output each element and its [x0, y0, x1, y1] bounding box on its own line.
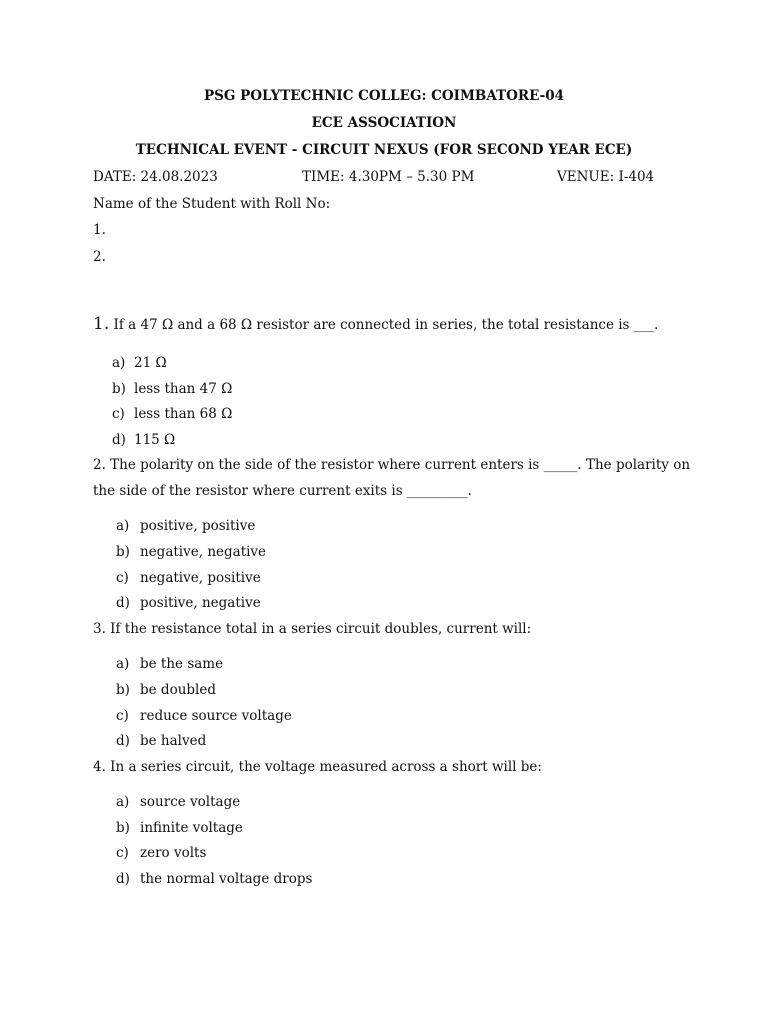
option-1d — [112, 432, 175, 448]
option-text: positive, negative — [140, 595, 261, 611]
option-text: reduce source voltage — [140, 708, 292, 724]
option-text: be halved — [140, 733, 207, 749]
option-letter: a) — [116, 656, 130, 672]
date-text: DATE: 24.08.2023 — [93, 169, 218, 185]
event-title: TECHNICAL EVENT - CIRCUIT NEXUS (FOR SECOND YEAR ECE) — [135, 142, 633, 158]
option-letter: b) — [116, 820, 130, 836]
option-text: negative, negative — [140, 544, 267, 560]
option-letter: a) — [116, 794, 130, 810]
option-letter: b) — [112, 381, 126, 397]
option-letter: c) — [116, 708, 129, 724]
option-text: source voltage — [140, 794, 241, 810]
option-text: negative, positive — [140, 570, 261, 586]
option-2b — [116, 544, 266, 560]
option-2a — [116, 518, 255, 534]
option-letter: d) — [112, 432, 126, 448]
option-1b — [112, 381, 232, 397]
option-4d — [116, 871, 312, 887]
option-3b — [116, 682, 216, 698]
option-3c — [116, 708, 292, 724]
option-letter: d) — [116, 595, 130, 611]
association-title: ECE ASSOCIATION — [311, 115, 457, 131]
option-text: the normal voltage drops — [140, 871, 313, 887]
student-line-1: 1. — [93, 222, 106, 238]
option-letter: d) — [116, 733, 130, 749]
student-line-2: 2. — [93, 249, 106, 265]
question-2-line-1: 2. The polarity on the side of the resistor where current enters is _____. The polarity on — [93, 457, 691, 473]
option-letter: d) — [116, 871, 130, 887]
option-4c — [116, 845, 206, 861]
question-number: 1. — [93, 314, 110, 334]
option-3a — [116, 656, 223, 672]
student-label: Name of the Student with Roll No: — [93, 196, 331, 212]
option-text: zero volts — [140, 845, 207, 861]
option-text: 21 Ω — [134, 355, 167, 371]
option-1a — [112, 355, 167, 371]
option-letter: c) — [112, 406, 125, 422]
option-text: 115 Ω — [134, 432, 176, 448]
option-letter: b) — [116, 682, 130, 698]
question-2-line-2: the side of the resistor where current exits is _________. — [93, 483, 472, 499]
option-letter: a) — [116, 518, 130, 534]
option-3d — [116, 733, 206, 749]
venue-text: VENUE: I-404 — [557, 169, 655, 185]
option-letter: b) — [116, 544, 130, 560]
option-letter: c) — [116, 570, 129, 586]
time-text: TIME: 4.30PM – 5.30 PM — [302, 169, 475, 185]
question-3: 3. If the resistance total in a series circuit doubles, current will: — [93, 621, 532, 637]
option-text: be doubled — [140, 682, 216, 698]
question-1 — [93, 314, 658, 334]
option-text: less than 47 Ω — [134, 381, 233, 397]
option-2c — [116, 570, 261, 586]
college-title: PSG POLYTECHNIC COLLEG: COIMBATORE-04 — [203, 88, 565, 104]
question-4: 4. In a series circuit, the voltage measured across a short will be: — [93, 759, 542, 775]
question-text: If a 47 Ω and a 68 Ω resistor are connected in series, the total resistance is ___. — [109, 317, 659, 333]
option-letter: a) — [112, 355, 126, 371]
option-text: be the same — [140, 656, 224, 672]
option-2d — [116, 595, 261, 611]
option-letter: c) — [116, 845, 129, 861]
option-1c — [112, 406, 232, 422]
option-text: less than 68 Ω — [134, 406, 233, 422]
option-text: positive, positive — [140, 518, 256, 534]
option-text: infinite voltage — [140, 820, 243, 836]
option-4b — [116, 820, 243, 836]
option-4a — [116, 794, 240, 810]
